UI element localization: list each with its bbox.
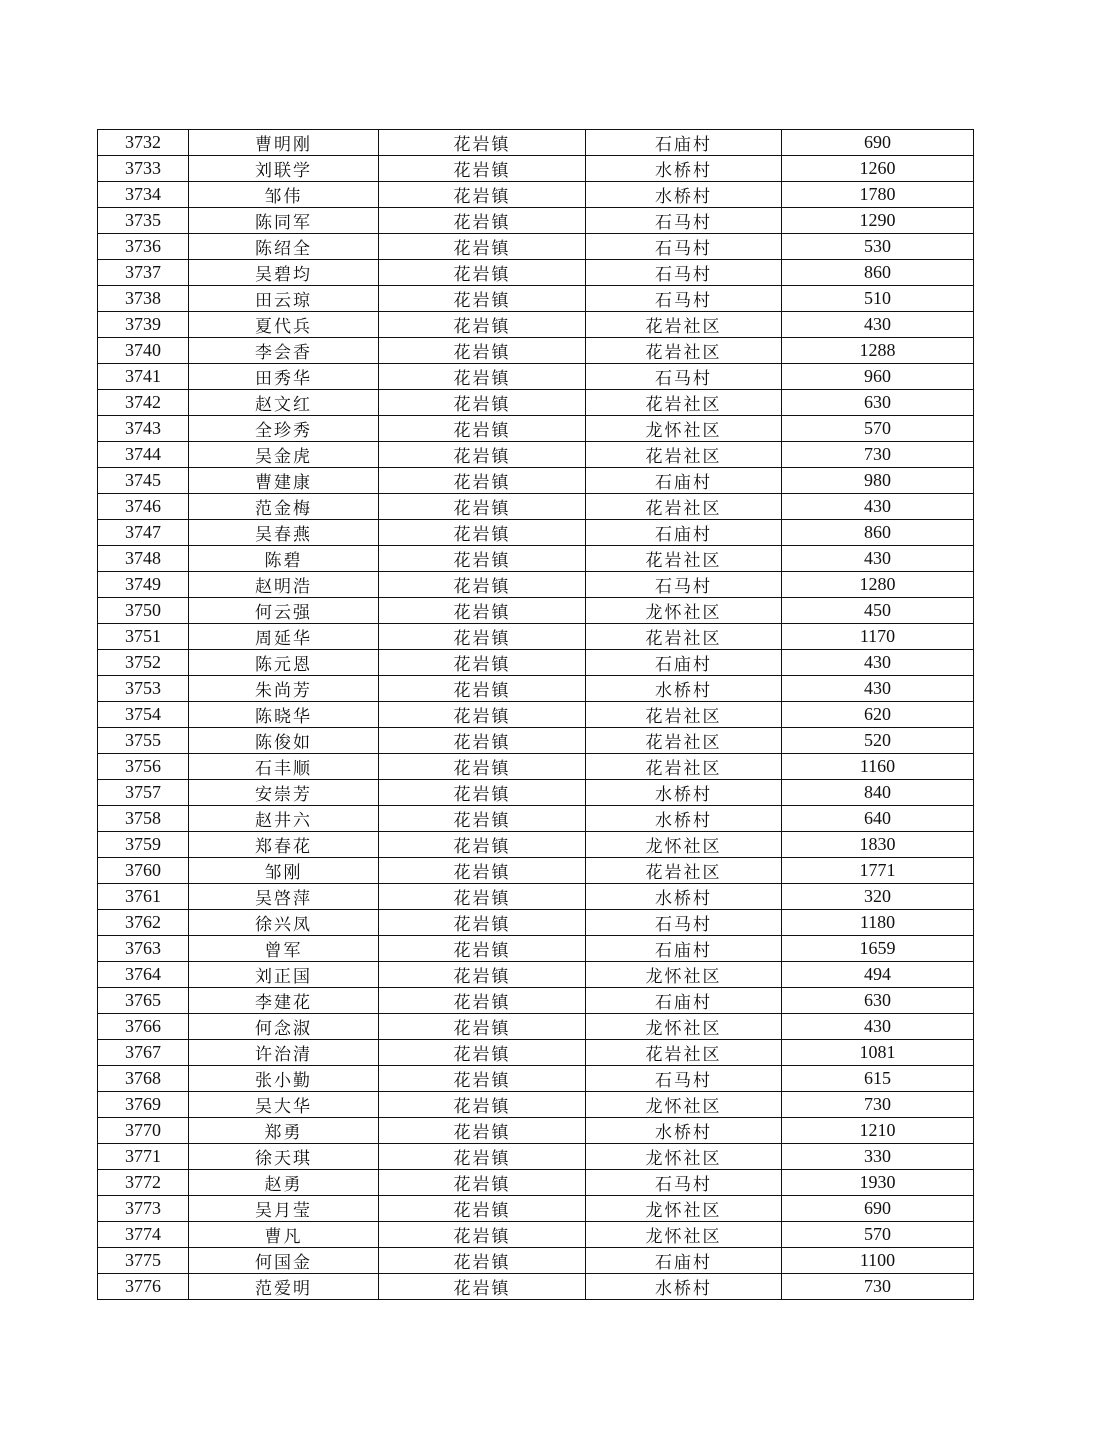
table-row [98, 650, 974, 676]
cell-village: 龙怀社区 [586, 1014, 782, 1040]
cell-village: 石庙村 [586, 520, 782, 546]
cell-serial-number: 3757 [98, 780, 189, 806]
cell-town: 花岩镇 [379, 260, 586, 286]
table-row [98, 988, 974, 1014]
cell-name: 全珍秀 [189, 416, 379, 442]
cell-amount: 1659 [782, 936, 974, 962]
table-row [98, 1222, 974, 1248]
table-row [98, 1170, 974, 1196]
cell-town: 花岩镇 [379, 1144, 586, 1170]
cell-serial-number: 3740 [98, 338, 189, 364]
cell-town: 花岩镇 [379, 338, 586, 364]
cell-town: 花岩镇 [379, 702, 586, 728]
cell-name: 何念淑 [189, 1014, 379, 1040]
table-row [98, 1118, 974, 1144]
table-row [98, 702, 974, 728]
cell-name: 陈绍全 [189, 234, 379, 260]
cell-name: 刘正国 [189, 962, 379, 988]
data-table [97, 129, 974, 1300]
cell-village: 龙怀社区 [586, 1144, 782, 1170]
cell-town: 花岩镇 [379, 936, 586, 962]
cell-amount: 620 [782, 702, 974, 728]
cell-village: 石马村 [586, 286, 782, 312]
cell-serial-number: 3732 [98, 130, 189, 156]
cell-village: 水桥村 [586, 156, 782, 182]
cell-name: 吴啓萍 [189, 884, 379, 910]
table-row [98, 1014, 974, 1040]
table-row [98, 754, 974, 780]
cell-town: 花岩镇 [379, 1196, 586, 1222]
cell-serial-number: 3741 [98, 364, 189, 390]
cell-name: 吴碧均 [189, 260, 379, 286]
cell-serial-number: 3752 [98, 650, 189, 676]
cell-village: 水桥村 [586, 884, 782, 910]
cell-town: 花岩镇 [379, 910, 586, 936]
cell-name: 徐天琪 [189, 1144, 379, 1170]
cell-amount: 1830 [782, 832, 974, 858]
cell-village: 石庙村 [586, 650, 782, 676]
cell-name: 赵文红 [189, 390, 379, 416]
cell-village: 龙怀社区 [586, 1092, 782, 1118]
cell-town: 花岩镇 [379, 286, 586, 312]
cell-town: 花岩镇 [379, 208, 586, 234]
cell-name: 李会香 [189, 338, 379, 364]
cell-amount: 494 [782, 962, 974, 988]
cell-amount: 1280 [782, 572, 974, 598]
cell-village: 水桥村 [586, 182, 782, 208]
cell-amount: 1930 [782, 1170, 974, 1196]
cell-name: 石丰顺 [189, 754, 379, 780]
table-row [98, 884, 974, 910]
table-row [98, 312, 974, 338]
table-row [98, 286, 974, 312]
table-row [98, 806, 974, 832]
cell-serial-number: 3734 [98, 182, 189, 208]
cell-serial-number: 3745 [98, 468, 189, 494]
cell-amount: 330 [782, 1144, 974, 1170]
table-row [98, 234, 974, 260]
cell-name: 夏代兵 [189, 312, 379, 338]
cell-amount: 450 [782, 598, 974, 624]
cell-serial-number: 3748 [98, 546, 189, 572]
table-row [98, 364, 974, 390]
cell-name: 邹伟 [189, 182, 379, 208]
cell-village: 石马村 [586, 260, 782, 286]
cell-serial-number: 3763 [98, 936, 189, 962]
cell-name: 徐兴凤 [189, 910, 379, 936]
cell-serial-number: 3747 [98, 520, 189, 546]
cell-name: 陈晓华 [189, 702, 379, 728]
cell-village: 石马村 [586, 208, 782, 234]
cell-serial-number: 3751 [98, 624, 189, 650]
cell-amount: 430 [782, 312, 974, 338]
cell-town: 花岩镇 [379, 130, 586, 156]
cell-amount: 1771 [782, 858, 974, 884]
cell-town: 花岩镇 [379, 494, 586, 520]
cell-amount: 530 [782, 234, 974, 260]
cell-name: 郑勇 [189, 1118, 379, 1144]
cell-name: 张小勤 [189, 1066, 379, 1092]
table-row [98, 1066, 974, 1092]
cell-name: 田云琼 [189, 286, 379, 312]
cell-serial-number: 3762 [98, 910, 189, 936]
cell-village: 石马村 [586, 1066, 782, 1092]
cell-town: 花岩镇 [379, 754, 586, 780]
cell-amount: 630 [782, 988, 974, 1014]
cell-serial-number: 3746 [98, 494, 189, 520]
cell-town: 花岩镇 [379, 1118, 586, 1144]
cell-village: 花岩社区 [586, 312, 782, 338]
cell-serial-number: 3758 [98, 806, 189, 832]
cell-town: 花岩镇 [379, 988, 586, 1014]
cell-village: 龙怀社区 [586, 416, 782, 442]
cell-serial-number: 3772 [98, 1170, 189, 1196]
cell-town: 花岩镇 [379, 1092, 586, 1118]
cell-village: 水桥村 [586, 806, 782, 832]
cell-village: 花岩社区 [586, 390, 782, 416]
table-row [98, 780, 974, 806]
cell-serial-number: 3733 [98, 156, 189, 182]
cell-village: 石马村 [586, 364, 782, 390]
table-row [98, 910, 974, 936]
cell-town: 花岩镇 [379, 416, 586, 442]
cell-town: 花岩镇 [379, 1040, 586, 1066]
cell-village: 花岩社区 [586, 546, 782, 572]
cell-name: 吴金虎 [189, 442, 379, 468]
cell-name: 曹凡 [189, 1222, 379, 1248]
cell-amount: 640 [782, 806, 974, 832]
table-row [98, 1040, 974, 1066]
table-row [98, 962, 974, 988]
cell-village: 石马村 [586, 1170, 782, 1196]
cell-name: 何国金 [189, 1248, 379, 1274]
cell-serial-number: 3769 [98, 1092, 189, 1118]
cell-amount: 690 [782, 1196, 974, 1222]
cell-amount: 1180 [782, 910, 974, 936]
cell-village: 花岩社区 [586, 442, 782, 468]
cell-town: 花岩镇 [379, 1170, 586, 1196]
cell-serial-number: 3767 [98, 1040, 189, 1066]
cell-town: 花岩镇 [379, 624, 586, 650]
cell-amount: 840 [782, 780, 974, 806]
table-row [98, 390, 974, 416]
cell-serial-number: 3739 [98, 312, 189, 338]
cell-town: 花岩镇 [379, 832, 586, 858]
cell-amount: 520 [782, 728, 974, 754]
cell-serial-number: 3755 [98, 728, 189, 754]
cell-name: 曹明刚 [189, 130, 379, 156]
cell-town: 花岩镇 [379, 676, 586, 702]
cell-amount: 430 [782, 494, 974, 520]
table-row [98, 832, 974, 858]
cell-village: 花岩社区 [586, 754, 782, 780]
cell-amount: 615 [782, 1066, 974, 1092]
table-row [98, 624, 974, 650]
cell-name: 李建花 [189, 988, 379, 1014]
cell-village: 石庙村 [586, 468, 782, 494]
cell-serial-number: 3773 [98, 1196, 189, 1222]
cell-village: 花岩社区 [586, 1040, 782, 1066]
cell-name: 吴月莹 [189, 1196, 379, 1222]
cell-town: 花岩镇 [379, 806, 586, 832]
table-row [98, 208, 974, 234]
cell-village: 石庙村 [586, 1248, 782, 1274]
cell-serial-number: 3749 [98, 572, 189, 598]
cell-serial-number: 3742 [98, 390, 189, 416]
cell-village: 龙怀社区 [586, 962, 782, 988]
table-row [98, 1144, 974, 1170]
cell-serial-number: 3738 [98, 286, 189, 312]
cell-amount: 630 [782, 390, 974, 416]
table-row [98, 572, 974, 598]
cell-serial-number: 3776 [98, 1274, 189, 1300]
table-row [98, 676, 974, 702]
cell-serial-number: 3766 [98, 1014, 189, 1040]
cell-name: 吴春燕 [189, 520, 379, 546]
cell-name: 赵明浩 [189, 572, 379, 598]
cell-name: 邹刚 [189, 858, 379, 884]
cell-amount: 1160 [782, 754, 974, 780]
cell-serial-number: 3761 [98, 884, 189, 910]
cell-serial-number: 3753 [98, 676, 189, 702]
cell-town: 花岩镇 [379, 858, 586, 884]
cell-name: 赵勇 [189, 1170, 379, 1196]
cell-amount: 860 [782, 520, 974, 546]
cell-name: 曹建康 [189, 468, 379, 494]
table-row [98, 598, 974, 624]
cell-serial-number: 3764 [98, 962, 189, 988]
cell-serial-number: 3759 [98, 832, 189, 858]
cell-serial-number: 3736 [98, 234, 189, 260]
cell-village: 水桥村 [586, 1118, 782, 1144]
table-row [98, 858, 974, 884]
cell-name: 朱尚芳 [189, 676, 379, 702]
cell-village: 石庙村 [586, 130, 782, 156]
cell-serial-number: 3756 [98, 754, 189, 780]
cell-town: 花岩镇 [379, 728, 586, 754]
table-row [98, 1248, 974, 1274]
cell-town: 花岩镇 [379, 1274, 586, 1300]
cell-amount: 1210 [782, 1118, 974, 1144]
cell-town: 花岩镇 [379, 390, 586, 416]
table-row [98, 260, 974, 286]
cell-amount: 1288 [782, 338, 974, 364]
cell-town: 花岩镇 [379, 364, 586, 390]
cell-amount: 430 [782, 1014, 974, 1040]
cell-name: 郑春花 [189, 832, 379, 858]
cell-amount: 1260 [782, 156, 974, 182]
cell-name: 吴大华 [189, 1092, 379, 1118]
cell-town: 花岩镇 [379, 962, 586, 988]
table-row [98, 936, 974, 962]
table-row [98, 130, 974, 156]
cell-name: 曾军 [189, 936, 379, 962]
cell-village: 花岩社区 [586, 338, 782, 364]
cell-serial-number: 3744 [98, 442, 189, 468]
table-row [98, 182, 974, 208]
table-row [98, 416, 974, 442]
cell-serial-number: 3771 [98, 1144, 189, 1170]
cell-town: 花岩镇 [379, 442, 586, 468]
cell-amount: 570 [782, 1222, 974, 1248]
cell-name: 田秀华 [189, 364, 379, 390]
cell-serial-number: 3774 [98, 1222, 189, 1248]
cell-village: 水桥村 [586, 780, 782, 806]
cell-village: 石庙村 [586, 936, 782, 962]
cell-village: 龙怀社区 [586, 832, 782, 858]
cell-amount: 980 [782, 468, 974, 494]
cell-town: 花岩镇 [379, 1222, 586, 1248]
cell-village: 花岩社区 [586, 858, 782, 884]
cell-serial-number: 3765 [98, 988, 189, 1014]
cell-serial-number: 3775 [98, 1248, 189, 1274]
cell-name: 范爱明 [189, 1274, 379, 1300]
cell-amount: 570 [782, 416, 974, 442]
table-row [98, 1092, 974, 1118]
cell-amount: 1100 [782, 1248, 974, 1274]
cell-amount: 1081 [782, 1040, 974, 1066]
cell-town: 花岩镇 [379, 1248, 586, 1274]
cell-serial-number: 3743 [98, 416, 189, 442]
cell-amount: 510 [782, 286, 974, 312]
table-row [98, 442, 974, 468]
table-row [98, 468, 974, 494]
cell-village: 龙怀社区 [586, 1196, 782, 1222]
cell-serial-number: 3770 [98, 1118, 189, 1144]
cell-name: 陈元恩 [189, 650, 379, 676]
cell-name: 刘联学 [189, 156, 379, 182]
cell-name: 安崇芳 [189, 780, 379, 806]
cell-town: 花岩镇 [379, 780, 586, 806]
cell-town: 花岩镇 [379, 520, 586, 546]
cell-town: 花岩镇 [379, 156, 586, 182]
cell-name: 范金梅 [189, 494, 379, 520]
table-body [98, 130, 974, 1300]
cell-amount: 1780 [782, 182, 974, 208]
table-row [98, 520, 974, 546]
cell-amount: 860 [782, 260, 974, 286]
table-row [98, 1274, 974, 1300]
cell-village: 龙怀社区 [586, 1222, 782, 1248]
cell-amount: 1290 [782, 208, 974, 234]
cell-name: 陈同军 [189, 208, 379, 234]
cell-serial-number: 3760 [98, 858, 189, 884]
cell-amount: 430 [782, 676, 974, 702]
table-row [98, 728, 974, 754]
cell-amount: 430 [782, 650, 974, 676]
cell-town: 花岩镇 [379, 650, 586, 676]
cell-name: 陈俊如 [189, 728, 379, 754]
cell-amount: 960 [782, 364, 974, 390]
cell-name: 何云强 [189, 598, 379, 624]
cell-village: 花岩社区 [586, 624, 782, 650]
cell-name: 赵井六 [189, 806, 379, 832]
table-row [98, 546, 974, 572]
cell-amount: 730 [782, 1274, 974, 1300]
cell-name: 许治清 [189, 1040, 379, 1066]
cell-village: 龙怀社区 [586, 598, 782, 624]
table-row [98, 494, 974, 520]
table-row [98, 156, 974, 182]
cell-village: 花岩社区 [586, 728, 782, 754]
cell-serial-number: 3737 [98, 260, 189, 286]
cell-serial-number: 3735 [98, 208, 189, 234]
cell-village: 水桥村 [586, 676, 782, 702]
cell-village: 石马村 [586, 572, 782, 598]
cell-village: 水桥村 [586, 1274, 782, 1300]
cell-town: 花岩镇 [379, 572, 586, 598]
cell-serial-number: 3754 [98, 702, 189, 728]
table-row [98, 338, 974, 364]
cell-amount: 320 [782, 884, 974, 910]
cell-town: 花岩镇 [379, 1014, 586, 1040]
cell-serial-number: 3768 [98, 1066, 189, 1092]
cell-village: 花岩社区 [586, 702, 782, 728]
table-row [98, 1196, 974, 1222]
cell-amount: 730 [782, 442, 974, 468]
cell-village: 花岩社区 [586, 494, 782, 520]
cell-town: 花岩镇 [379, 468, 586, 494]
cell-amount: 1170 [782, 624, 974, 650]
cell-town: 花岩镇 [379, 182, 586, 208]
cell-town: 花岩镇 [379, 884, 586, 910]
cell-name: 周延华 [189, 624, 379, 650]
cell-amount: 690 [782, 130, 974, 156]
cell-amount: 730 [782, 1092, 974, 1118]
cell-village: 石马村 [586, 234, 782, 260]
cell-town: 花岩镇 [379, 1066, 586, 1092]
cell-serial-number: 3750 [98, 598, 189, 624]
cell-village: 石庙村 [586, 988, 782, 1014]
cell-town: 花岩镇 [379, 234, 586, 260]
cell-name: 陈碧 [189, 546, 379, 572]
cell-town: 花岩镇 [379, 546, 586, 572]
cell-village: 石马村 [586, 910, 782, 936]
cell-amount: 430 [782, 546, 974, 572]
cell-town: 花岩镇 [379, 598, 586, 624]
cell-town: 花岩镇 [379, 312, 586, 338]
